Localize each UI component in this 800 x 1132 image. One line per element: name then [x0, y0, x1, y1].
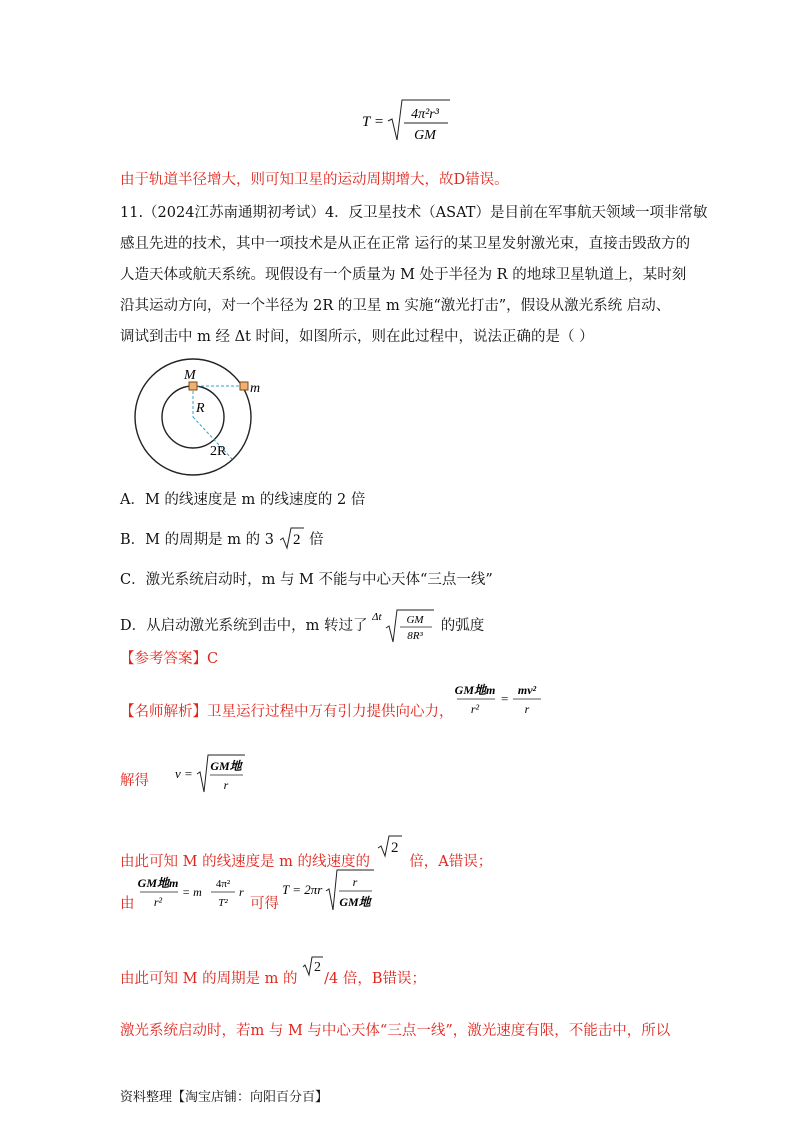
answer: 【参考答案】C: [120, 651, 219, 667]
option-b-sqrt: [279, 526, 305, 550]
line-c-conclusion: 激光系统启动时，若m 与 M 与中心天体“三点一线”，激光速度有限，不能击中，所以: [120, 1023, 671, 1039]
option-d-den: 8R³: [407, 630, 423, 642]
line-a-radicand: 2: [390, 840, 399, 856]
line-b-radicand: 2: [314, 960, 322, 975]
from-label: 由: [120, 896, 135, 912]
option-d: [120, 608, 484, 644]
solve-label: 解得: [120, 773, 149, 789]
f3-den: r²: [153, 895, 163, 909]
period-formula: [362, 96, 452, 146]
label-m: m: [250, 381, 261, 396]
line-b-suffix: /4 倍，B错误；: [324, 971, 427, 987]
label-2R: 2R: [210, 444, 227, 459]
option-d-text: D．从启动激光系统到击中，m 转过了: [120, 618, 368, 634]
f3-r: r: [239, 885, 244, 899]
f4-num: r: [352, 875, 358, 889]
option-c: C．激光系统启动时，m 与 M 不能与中心天体“三点一线”: [120, 572, 493, 588]
option-b: [120, 526, 324, 550]
line-a-text: 由此可知 M 的线速度是 m 的线速度的: [120, 854, 371, 870]
f1-rden: r: [524, 702, 530, 716]
centripetal-formula: [138, 870, 250, 914]
question-line-2: 感且先进的技术，其中一项技术是从正在正常 运行的某卫星发射激光束，直接击毁敌方的: [120, 236, 691, 252]
label-M: M: [184, 368, 196, 383]
d-wrong-line: 由于轨道半径增大，则可知卫星的运动周期增大，故D错误。: [120, 172, 509, 188]
satellite-M: [189, 382, 197, 390]
velocity-formula: [175, 752, 255, 796]
question-line-5: 调试到击中 m 经 Δt 时间，如图所示，则在此过程中，说法正确的是（ ）: [120, 329, 594, 345]
line-a-sqrt: [375, 834, 405, 862]
f4-lhs: T = 2πr: [282, 882, 323, 897]
f2-num: GM地: [210, 759, 242, 773]
f1-num: GM地m: [455, 683, 496, 697]
footer: 资料整理【淘宝店铺：向阳百分百】: [120, 1090, 329, 1105]
question-line-3: 人造天体或航天系统。现假设有一个质量为 M 处于半径为 R 的地球卫星轨道上，某时刻: [120, 267, 687, 283]
option-d-num: GM: [406, 614, 424, 626]
option-b-suffix: 倍: [309, 532, 324, 548]
line-b-text: 由此可知 M 的周期是 m 的: [120, 971, 298, 987]
analysis-intro: 【名师解析】卫星运行过程中万有引力提供向心力，: [120, 704, 454, 720]
get-label: 可得: [250, 896, 279, 912]
f3-fnum: 4π²: [215, 878, 231, 890]
f1-eq: =: [501, 691, 509, 706]
f3-mid: = m: [182, 885, 202, 899]
label-R: R: [196, 401, 205, 416]
option-b-radicand: 2: [292, 532, 301, 548]
f1-den: r²: [470, 702, 480, 716]
f2-lhs: v =: [175, 766, 193, 781]
formula-lhs: T =: [362, 114, 384, 130]
option-a: A．M 的线速度是 m 的线速度的 2 倍: [120, 492, 366, 508]
question-line-4: 沿其运动方向，对一个半径为 2R 的卫星 m 实施“激光打击”，假设从激光系统 启动、: [120, 298, 671, 314]
line-a-suffix: 倍，A错误；: [409, 854, 493, 870]
formula-num: 4π²r³: [411, 107, 439, 122]
orbit-diagram: [128, 357, 278, 477]
option-d-dt: Δt: [372, 611, 382, 623]
f3-num: GM地m: [138, 876, 179, 890]
option-d-formula: [372, 608, 436, 644]
period-formula-svg: [362, 96, 452, 146]
gravity-formula: [455, 680, 555, 720]
period-derived-formula: [282, 866, 382, 914]
line-b-conclusion: [120, 955, 426, 989]
f2-den: r: [223, 778, 229, 792]
formula-den: GM: [414, 128, 436, 143]
line-b-sqrt: [302, 955, 324, 979]
question-line-1: 11.（2024江苏南通期初考试）4．反卫星技术（ASAT）是目前在军事航天领域一项非常敏: [120, 205, 708, 221]
f4-den: GM地: [339, 895, 371, 909]
option-b-text: B．M 的周期是 m 的 3: [120, 532, 274, 548]
satellite-m: [240, 382, 248, 390]
f3-fden: T²: [218, 897, 228, 909]
f1-rnum: mv²: [517, 683, 537, 697]
option-d-suffix: 的弧度: [440, 618, 485, 634]
